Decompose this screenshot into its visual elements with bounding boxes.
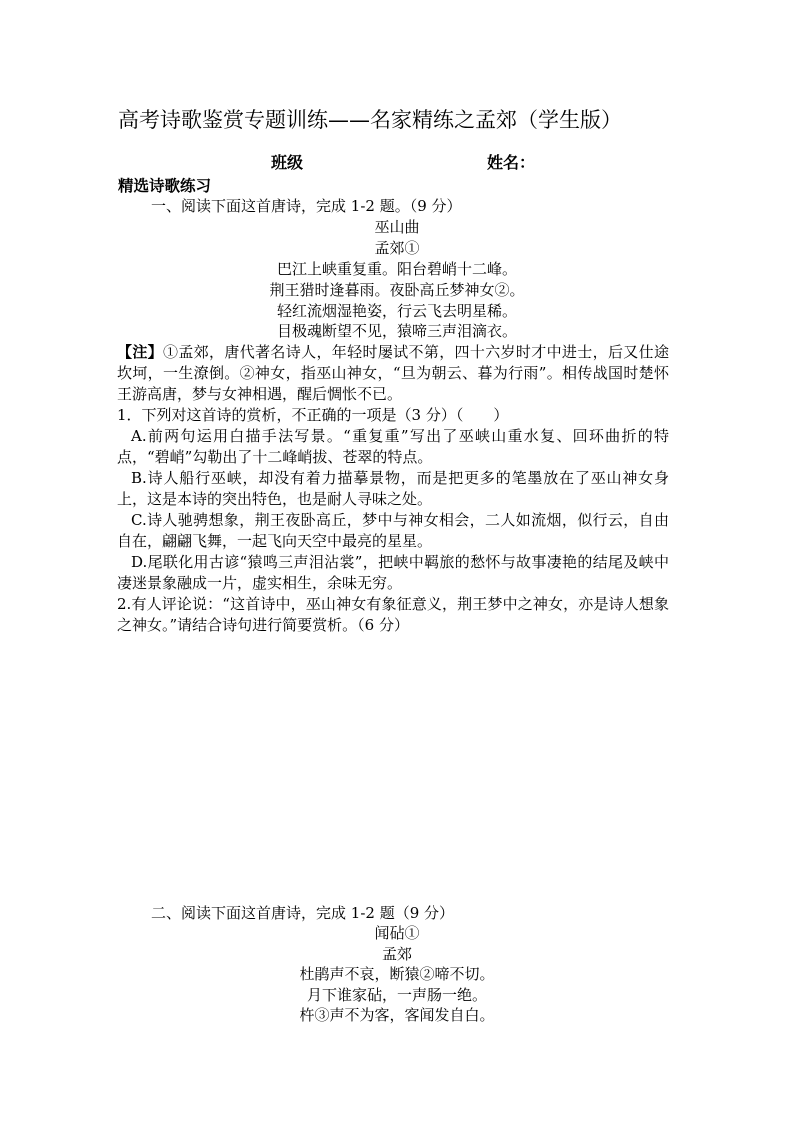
part1-note (117, 342, 669, 405)
part2-poem-line: 月下谁家砧，一声肠一绝。 (306, 986, 487, 1004)
part1-poem-title: 巫山曲 (374, 218, 420, 236)
option-a: A.前两句运用白描手法写景。“重复重”写出了巫峡山重水复、回环曲折的特点，“碧峭”勾勒出了十二峰峭拔、苍翠的特点。 (117, 427, 669, 466)
part2-poem-line: 杜鹃声不哀，断猿②啼不切。 (299, 965, 495, 983)
name-label: 姓名： (487, 153, 536, 172)
note-label: 【注】 (117, 343, 164, 361)
part1-intro: 一、阅读下面这首唐诗，完成 1-2 题。（9 分） (151, 197, 462, 215)
part2-poem-line: 杵③声不为客，客闻发自白。 (299, 1006, 495, 1024)
note-text: ①孟郊，唐代著名诗人，年轻时屡试不第，四十六岁时才中进士，后又仕途坎坷，一生潦倒。②神女，指巫山神女，“旦为朝云、暮为行雨”。相传战国时楚怀王游高唐，梦与女神相遇，醒后惆怅不已。 (117, 343, 669, 403)
question-2: 2.有人评论说：“这首诗中，巫山神女有象征意义，荆王梦中之神女，亦是诗人想象之神女。”请结合诗句进行简要赏析。（6 分） (117, 595, 669, 634)
part2-intro: 二、阅读下面这首唐诗，完成 1-2 题（9 分） (151, 904, 455, 922)
class-label: 班级 (271, 153, 304, 172)
part1-poem-line: 巴江上峡重复重。阳台碧峭十二峰。 (276, 260, 517, 278)
option-d: D.尾联化用古谚“猿鸣三声泪沾裳”，把峡中羁旅的愁怀与故事凄艳的结尾及峡中凄迷景象融成一片，虚实相生，余味无穷。 (117, 553, 669, 592)
part1-poem-line: 荆王猎时逢暮雨。夜卧高丘梦神女②。 (269, 281, 525, 299)
question-1: 1．下列对这首诗的赏析，不正确的一项是（3 分）（ ） (117, 406, 509, 424)
option-b: B.诗人船行巫峡，却没有着力描摹景物，而是把更多的笔墨放在了巫山神女身上，这是本诗的突出特色，也是耐人寻味之处。 (117, 469, 669, 508)
option-c: C.诗人驰骋想象，荆王夜卧高丘，梦中与神女相会，二人如流烟，似行云，自由自在，翩翩飞舞，一起飞向天空中最亮的星星。 (117, 511, 669, 550)
section-heading: 精选诗歌练习 (118, 177, 212, 195)
part1-poem-line: 轻红流烟湿艳姿，行云飞去明星稀。 (276, 302, 517, 320)
part1-poem-author: 孟郊① (374, 239, 420, 257)
part2-poem-author: 孟郊 (381, 945, 412, 963)
part2-poem-title: 闻砧① (374, 924, 420, 942)
part1-poem-line: 目极魂断望不见，猿啼三声泪滴衣。 (276, 322, 517, 340)
page-title: 高考诗歌鉴赏专题训练——名家精练之孟郊（学生版） (118, 108, 622, 132)
